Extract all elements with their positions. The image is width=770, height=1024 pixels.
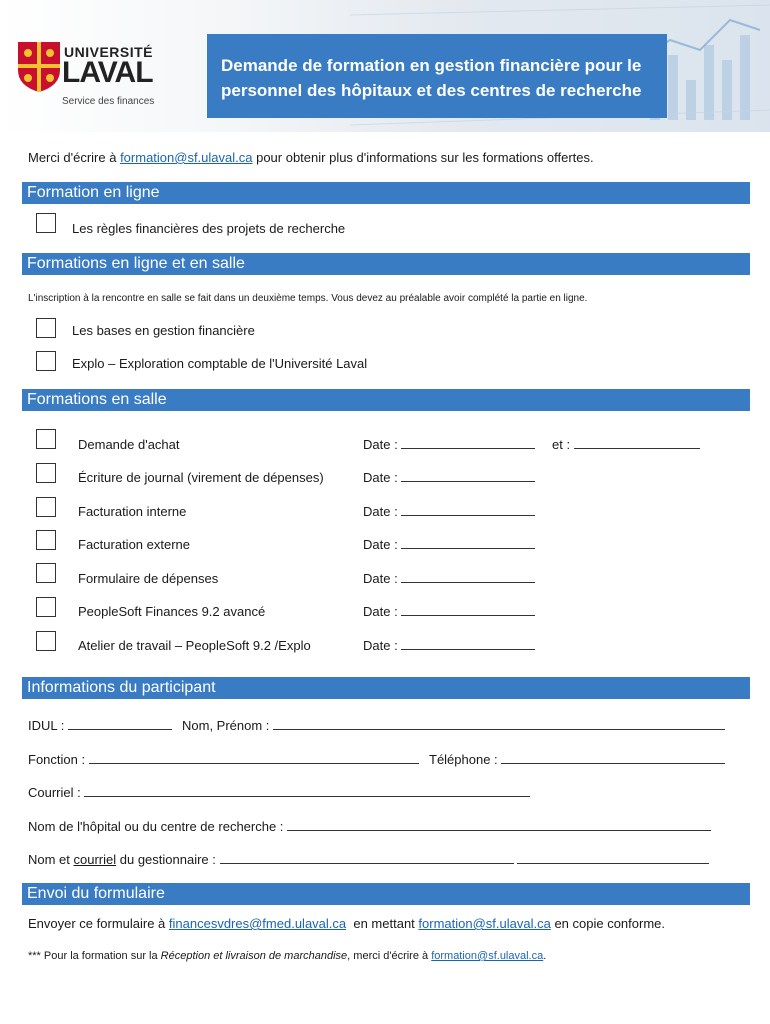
date-label: Date : — [363, 604, 398, 619]
section-participant: Informations du participant — [22, 677, 750, 699]
contact-email-link[interactable]: formation@sf.ulaval.ca — [120, 150, 253, 165]
reception-note — [28, 950, 546, 962]
name-line — [273, 718, 725, 730]
checkbox-room-7[interactable] — [36, 631, 56, 651]
title-line-2: personnel des hôpitaux et des centres de recherche — [221, 81, 642, 100]
date-end-field-1[interactable] — [552, 437, 700, 452]
cc-email-link[interactable]: formation@sf.ulaval.ca — [418, 916, 551, 931]
online-item-1: Les règles financières des projets de recherche — [72, 221, 346, 236]
idul-line — [68, 718, 172, 730]
section-send: Envoi du formulaire — [22, 883, 750, 905]
checkbox-room-3[interactable] — [36, 497, 56, 517]
name-label: Nom, Prénom : — [182, 718, 270, 733]
manager-field[interactable] — [28, 852, 709, 867]
date-label: Date : — [363, 470, 398, 485]
room-item-2: Écriture de journal (virement de dépenses) — [78, 470, 324, 485]
online-room-item-2: Explo – Exploration comptable de l'Université Laval — [72, 356, 368, 371]
room-item-3: Facturation interne — [78, 504, 187, 519]
hospital-field[interactable] — [28, 819, 711, 834]
manager-line-1 — [220, 852, 514, 864]
online-room-note: L'inscription à la rencontre en salle se fait dans un deuxième temps. Vous devez au préalable avoir complété la partie en ligne. — [28, 293, 588, 304]
send-instructions — [28, 916, 665, 931]
idul-field[interactable] — [28, 718, 172, 733]
room-item-7: Atelier de travail – PeopleSoft 9.2 /Explo — [78, 638, 311, 653]
date-field-4[interactable] — [363, 537, 535, 552]
function-field[interactable] — [28, 752, 419, 767]
name-field[interactable] — [182, 718, 725, 733]
email-label: Courriel : — [28, 785, 81, 800]
room-item-6: PeopleSoft Finances 9.2 avancé — [78, 604, 266, 619]
section-room: Formations en salle — [22, 389, 750, 411]
room-item-5: Formulaire de dépenses — [78, 571, 219, 586]
manager-line-2 — [517, 852, 709, 864]
title-line-1: Demande de formation en gestion financière pour le — [221, 56, 642, 75]
send-email-link[interactable]: financesvdres@fmed.ulaval.ca — [168, 916, 347, 931]
date-field-5[interactable] — [363, 571, 535, 586]
room-item-1: Demande d'achat — [78, 437, 180, 452]
function-label: Fonction : — [28, 752, 86, 767]
logo-text-laval: LAVAL — [62, 56, 153, 89]
hospital-label: Nom de l'hôpital ou du centre de recherche : — [28, 819, 284, 834]
note-end: . — [543, 950, 547, 962]
phone-field[interactable] — [429, 752, 725, 767]
idul-label: IDUL : — [28, 718, 65, 733]
date-line — [401, 504, 535, 516]
date-field-3[interactable] — [363, 504, 535, 519]
intro-after: pour obtenir plus d'informations sur les formations offertes. — [252, 150, 594, 165]
checkbox-online-room-2[interactable] — [36, 351, 56, 371]
date-line — [401, 470, 535, 482]
date-label: Date : — [363, 537, 398, 552]
date-field-7[interactable] — [363, 638, 535, 653]
date-end-line — [574, 437, 700, 449]
note-email-link[interactable]: formation@sf.ulaval.ca — [431, 950, 544, 962]
room-item-4: Facturation externe — [78, 537, 191, 552]
date-line — [401, 537, 535, 549]
function-line — [89, 752, 419, 764]
hospital-line — [287, 819, 711, 831]
note-italic: Réception et livraison de marchandise — [160, 950, 348, 962]
service-name: Service des finances — [62, 96, 155, 107]
date-field-1[interactable] — [363, 437, 535, 452]
note-middle: , merci d'écrire à — [347, 950, 432, 962]
send-after: en copie conforme. — [550, 916, 666, 931]
checkbox-room-6[interactable] — [36, 597, 56, 617]
date-label: Date : — [363, 437, 398, 452]
send-before: Envoyer ce formulaire à — [28, 916, 169, 931]
date-field-6[interactable] — [363, 604, 535, 619]
send-middle: en mettant — [346, 916, 419, 931]
date-line — [401, 571, 535, 583]
phone-line — [501, 752, 725, 764]
intro-text — [28, 150, 594, 165]
checkbox-room-5[interactable] — [36, 563, 56, 583]
intro-before: Merci d'écrire à — [28, 150, 121, 165]
email-field[interactable] — [28, 785, 530, 800]
email-line — [84, 785, 530, 797]
manager-label-c: du gestionnaire : — [116, 852, 216, 867]
note-before: *** Pour la formation sur la — [28, 950, 161, 962]
date-field-2[interactable] — [363, 470, 535, 485]
date-line — [401, 638, 535, 650]
date-label: Date : — [363, 504, 398, 519]
phone-label: Téléphone : — [429, 752, 498, 767]
date-line — [401, 604, 535, 616]
date-label: Date : — [363, 638, 398, 653]
and-label: et : — [552, 437, 571, 452]
checkbox-online-1[interactable] — [36, 213, 56, 233]
date-label: Date : — [363, 571, 398, 586]
section-online-room: Formations en ligne et en salle — [22, 253, 750, 275]
section-online: Formation en ligne — [22, 182, 750, 204]
laval-shield-icon — [18, 42, 60, 92]
checkbox-room-4[interactable] — [36, 530, 56, 550]
document-title — [207, 34, 667, 118]
checkbox-room-2[interactable] — [36, 463, 56, 483]
logo-text-universite: UNIVERSITÉ — [64, 44, 154, 60]
checkbox-online-room-1[interactable] — [36, 318, 56, 338]
manager-label-a: Nom et — [28, 852, 74, 867]
manager-label-b: courriel — [73, 852, 117, 867]
online-room-item-1: Les bases en gestion financière — [72, 323, 255, 338]
date-line — [401, 437, 535, 449]
page-header — [0, 0, 770, 132]
checkbox-room-1[interactable] — [36, 429, 56, 449]
